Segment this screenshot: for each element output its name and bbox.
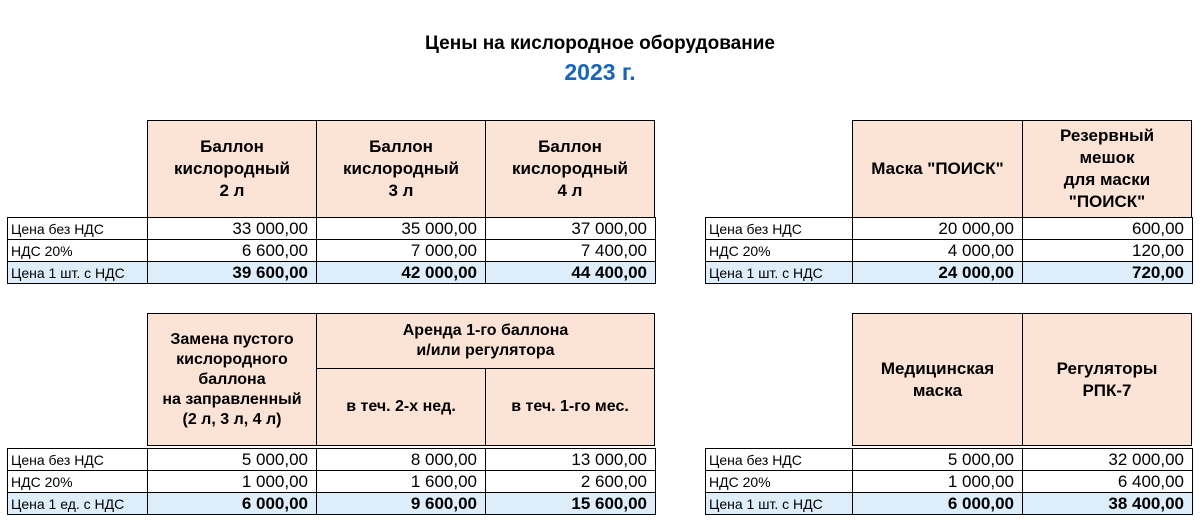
row-label: Цена без НДС [8, 218, 148, 240]
header-regulators: Регуляторы РПК-7 [1022, 313, 1192, 446]
table-row [8, 262, 656, 284]
cell-value: 6 000,00 [148, 493, 317, 515]
cell-value: 1 000,00 [853, 471, 1023, 493]
cell-value: 7 000,00 [317, 240, 486, 262]
cell-value: 35 000,00 [317, 218, 486, 240]
header-medical-mask: Медицинская маска [852, 313, 1023, 446]
cell-value: 9 600,00 [317, 493, 486, 515]
header-cylinder-4l: Баллон кислородный 4 л [485, 120, 655, 218]
table-row [8, 240, 656, 262]
table-row [8, 449, 656, 471]
cell-value: 4 000,00 [853, 240, 1023, 262]
row-label: Цена 1 шт. с НДС [8, 262, 148, 284]
cell-value: 1 000,00 [148, 471, 317, 493]
header-cylinder-2l: Баллон кислородный 2 л [147, 120, 317, 218]
cell-value: 120,00 [1023, 240, 1193, 262]
cell-value: 720,00 [1023, 262, 1193, 284]
cell-value: 7 400,00 [486, 240, 656, 262]
table-row [706, 471, 1193, 493]
cell-value: 33 000,00 [148, 218, 317, 240]
cell-value: 24 000,00 [853, 262, 1023, 284]
cell-value: 600,00 [1023, 218, 1193, 240]
row-label: НДС 20% [8, 240, 148, 262]
header-rental: Аренда 1-го баллона и/или регулятора [316, 313, 655, 369]
header-reserve-bag: Резервный мешок для маски "ПОИСК" [1022, 120, 1192, 218]
cell-value: 37 000,00 [486, 218, 656, 240]
row-label: НДС 20% [8, 471, 148, 493]
year-heading: 2023 г. [564, 59, 636, 85]
page-title: Цены на кислородное оборудование [425, 33, 775, 54]
cell-value: 8 000,00 [317, 449, 486, 471]
row-label: Цена без НДС [706, 218, 853, 240]
cell-value: 6 600,00 [148, 240, 317, 262]
cell-value: 1 600,00 [317, 471, 486, 493]
row-label: НДС 20% [706, 240, 853, 262]
cell-value: 5 000,00 [853, 449, 1023, 471]
table-row [706, 218, 1193, 240]
cell-value: 13 000,00 [486, 449, 656, 471]
header-mask-poisk: Маска "ПОИСК" [852, 120, 1023, 218]
row-label: Цена 1 ед. с НДС [8, 493, 148, 515]
header-rental-1-month: в теч. 1-го мес. [485, 368, 655, 446]
cell-value: 38 400,00 [1023, 493, 1193, 515]
table-row [8, 493, 656, 515]
row-label: Цена без НДС [8, 449, 148, 471]
cell-value: 42 000,00 [317, 262, 486, 284]
cell-value: 6 400,00 [1023, 471, 1193, 493]
table-row [8, 471, 656, 493]
cell-value: 2 600,00 [486, 471, 656, 493]
cell-value: 20 000,00 [853, 218, 1023, 240]
header-rental-2-weeks: в теч. 2-х нед. [316, 368, 486, 446]
header-cylinder-3l: Баллон кислородный 3 л [316, 120, 486, 218]
row-label: Цена 1 шт. с НДС [706, 493, 853, 515]
table-row [8, 218, 656, 240]
cell-value: 15 600,00 [486, 493, 656, 515]
row-label: Цена без НДС [706, 449, 853, 471]
cell-value: 39 600,00 [148, 262, 317, 284]
table-row [706, 240, 1193, 262]
table-row [706, 493, 1193, 515]
table-row [706, 262, 1193, 284]
cell-value: 44 400,00 [486, 262, 656, 284]
header-cylinder-exchange: Замена пустого кислородного баллона на заправленный (2 л, 3 л, 4 л) [147, 313, 317, 446]
table-row [706, 449, 1193, 471]
cell-value: 5 000,00 [148, 449, 317, 471]
row-label: Цена 1 шт. с НДС [706, 262, 853, 284]
cell-value: 6 000,00 [853, 493, 1023, 515]
row-label: НДС 20% [706, 471, 853, 493]
cell-value: 32 000,00 [1023, 449, 1193, 471]
